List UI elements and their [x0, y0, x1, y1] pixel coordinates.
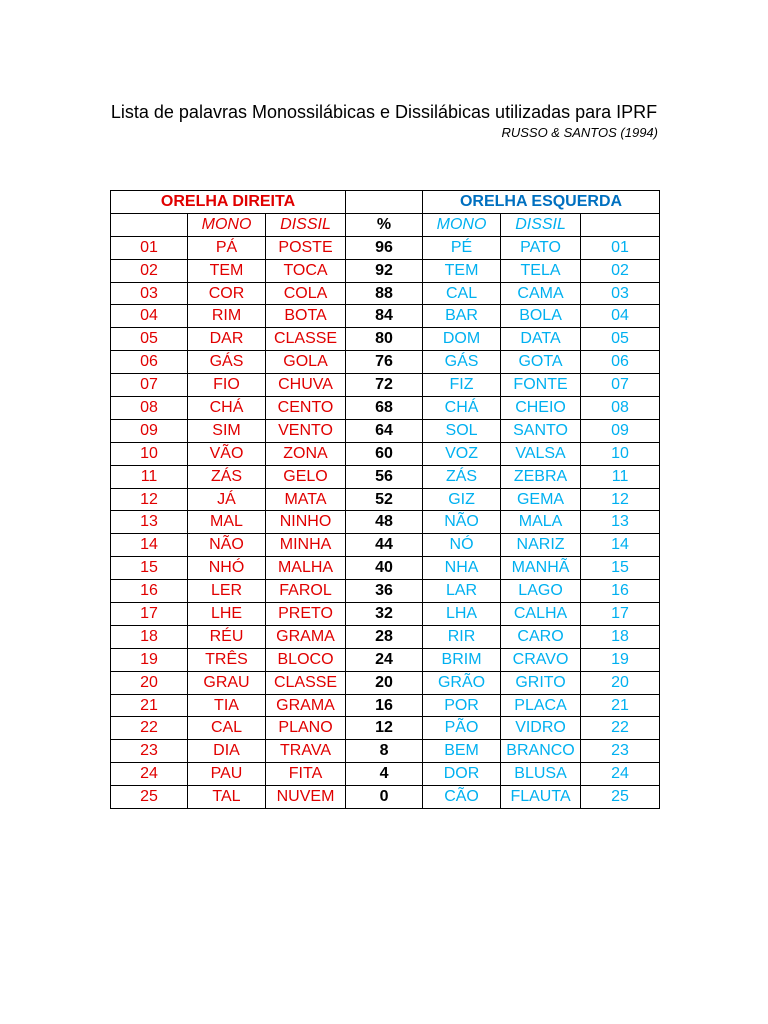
table-row: [111, 557, 660, 580]
percent-header: %: [346, 213, 423, 236]
right-dissil-cell: BOTA: [266, 305, 346, 328]
left-mono-cell: DOR: [423, 763, 501, 786]
left-number-cell: 12: [581, 488, 660, 511]
right-number-cell: 14: [111, 534, 188, 557]
table-row: [111, 419, 660, 442]
table-row: [111, 442, 660, 465]
percent-cell: 12: [346, 717, 423, 740]
document-title: Lista de palavras Monossilábicas e Dissilábicas utilizadas para IPRF: [110, 102, 658, 122]
right-mono-cell: RÉU: [188, 625, 266, 648]
left-dissil-cell: BRANCO: [501, 740, 581, 763]
left-ear-header: ORELHA ESQUERDA: [423, 191, 660, 214]
right-number-cell: 13: [111, 511, 188, 534]
table-row: [111, 488, 660, 511]
right-dissil-cell: NUVEM: [266, 786, 346, 809]
left-mono-cell: SOL: [423, 419, 501, 442]
right-mono-cell: NÃO: [188, 534, 266, 557]
left-dissil-header: DISSIL: [501, 213, 581, 236]
percent-cell: 76: [346, 351, 423, 374]
percent-cell: 72: [346, 374, 423, 397]
right-number-cell: 10: [111, 442, 188, 465]
left-number-cell: 10: [581, 442, 660, 465]
right-number-cell: 22: [111, 717, 188, 740]
percent-cell: 96: [346, 236, 423, 259]
left-mono-cell: RIR: [423, 625, 501, 648]
table-row: [111, 511, 660, 534]
left-number-cell: 08: [581, 397, 660, 420]
right-mono-cell: TRÊS: [188, 648, 266, 671]
left-mono-cell: CAL: [423, 282, 501, 305]
left-number-cell: 09: [581, 419, 660, 442]
right-dissil-cell: GOLA: [266, 351, 346, 374]
left-number-cell: 22: [581, 717, 660, 740]
left-number-cell: 07: [581, 374, 660, 397]
header-row-ears: [111, 191, 660, 214]
left-mono-cell: LHA: [423, 603, 501, 626]
right-number-cell: 04: [111, 305, 188, 328]
right-number-cell: 15: [111, 557, 188, 580]
table-row: [111, 259, 660, 282]
left-mono-cell: NHA: [423, 557, 501, 580]
left-number-cell: 15: [581, 557, 660, 580]
left-mono-cell: DOM: [423, 328, 501, 351]
table-row: [111, 625, 660, 648]
left-dissil-cell: BOLA: [501, 305, 581, 328]
right-number-cell: 01: [111, 236, 188, 259]
empty-header-cell: [346, 191, 423, 214]
left-mono-cell: BRIM: [423, 648, 501, 671]
percent-cell: 88: [346, 282, 423, 305]
left-dissil-cell: MALA: [501, 511, 581, 534]
right-mono-cell: SIM: [188, 419, 266, 442]
left-dissil-cell: SANTO: [501, 419, 581, 442]
left-number-cell: 03: [581, 282, 660, 305]
right-mono-cell: CAL: [188, 717, 266, 740]
left-number-cell: 25: [581, 786, 660, 809]
right-dissil-cell: GRAMA: [266, 625, 346, 648]
right-dissil-header: DISSIL: [266, 213, 346, 236]
table-row: [111, 328, 660, 351]
left-dissil-cell: CARO: [501, 625, 581, 648]
table-row: [111, 740, 660, 763]
table-row: [111, 374, 660, 397]
right-dissil-cell: PLANO: [266, 717, 346, 740]
right-number-cell: 03: [111, 282, 188, 305]
left-mono-cell: PÃO: [423, 717, 501, 740]
percent-cell: 24: [346, 648, 423, 671]
empty-header-cell: [111, 213, 188, 236]
left-mono-cell: BAR: [423, 305, 501, 328]
right-dissil-cell: COLA: [266, 282, 346, 305]
right-mono-cell: FIO: [188, 374, 266, 397]
right-dissil-cell: FITA: [266, 763, 346, 786]
right-mono-cell: GÁS: [188, 351, 266, 374]
right-mono-cell: CHÁ: [188, 397, 266, 420]
table-row: [111, 305, 660, 328]
percent-cell: 52: [346, 488, 423, 511]
left-mono-cell: GÁS: [423, 351, 501, 374]
table-row: [111, 236, 660, 259]
left-mono-cell: POR: [423, 694, 501, 717]
left-dissil-cell: ZEBRA: [501, 465, 581, 488]
right-number-cell: 25: [111, 786, 188, 809]
left-dissil-cell: VIDRO: [501, 717, 581, 740]
right-mono-cell: TEM: [188, 259, 266, 282]
left-mono-cell: CÃO: [423, 786, 501, 809]
percent-cell: 8: [346, 740, 423, 763]
header-row-columns: [111, 213, 660, 236]
left-dissil-cell: CALHA: [501, 603, 581, 626]
left-number-cell: 21: [581, 694, 660, 717]
left-mono-cell: GRÃO: [423, 671, 501, 694]
table-row: [111, 603, 660, 626]
left-dissil-cell: TELA: [501, 259, 581, 282]
left-mono-cell: BEM: [423, 740, 501, 763]
left-number-cell: 02: [581, 259, 660, 282]
left-dissil-cell: DATA: [501, 328, 581, 351]
table-row: [111, 694, 660, 717]
right-dissil-cell: BLOCO: [266, 648, 346, 671]
left-dissil-cell: GRITO: [501, 671, 581, 694]
left-dissil-cell: PLACA: [501, 694, 581, 717]
percent-cell: 48: [346, 511, 423, 534]
percent-cell: 4: [346, 763, 423, 786]
left-dissil-cell: CHEIO: [501, 397, 581, 420]
table-row: [111, 580, 660, 603]
table-row: [111, 282, 660, 305]
right-dissil-cell: FAROL: [266, 580, 346, 603]
right-mono-cell: ZÁS: [188, 465, 266, 488]
left-mono-cell: FIZ: [423, 374, 501, 397]
left-mono-cell: TEM: [423, 259, 501, 282]
percent-cell: 60: [346, 442, 423, 465]
right-mono-cell: DAR: [188, 328, 266, 351]
table-row: [111, 671, 660, 694]
right-mono-cell: PÁ: [188, 236, 266, 259]
right-mono-cell: NHÓ: [188, 557, 266, 580]
percent-cell: 20: [346, 671, 423, 694]
percent-cell: 40: [346, 557, 423, 580]
left-mono-cell: ZÁS: [423, 465, 501, 488]
left-number-cell: 16: [581, 580, 660, 603]
percent-cell: 44: [346, 534, 423, 557]
left-number-cell: 04: [581, 305, 660, 328]
table-row: [111, 351, 660, 374]
left-number-cell: 13: [581, 511, 660, 534]
table-row: [111, 534, 660, 557]
right-number-cell: 12: [111, 488, 188, 511]
left-dissil-cell: GEMA: [501, 488, 581, 511]
right-dissil-cell: PRETO: [266, 603, 346, 626]
right-number-cell: 07: [111, 374, 188, 397]
percent-cell: 28: [346, 625, 423, 648]
left-mono-cell: CHÁ: [423, 397, 501, 420]
right-dissil-cell: NINHO: [266, 511, 346, 534]
percent-cell: 56: [346, 465, 423, 488]
right-number-cell: 09: [111, 419, 188, 442]
left-dissil-cell: LAGO: [501, 580, 581, 603]
right-ear-header: ORELHA DIREITA: [111, 191, 346, 214]
right-mono-cell: PAU: [188, 763, 266, 786]
right-dissil-cell: CHUVA: [266, 374, 346, 397]
left-number-cell: 19: [581, 648, 660, 671]
word-list-table: [110, 190, 660, 809]
right-mono-cell: COR: [188, 282, 266, 305]
left-dissil-cell: CAMA: [501, 282, 581, 305]
left-dissil-cell: GOTA: [501, 351, 581, 374]
percent-cell: 80: [346, 328, 423, 351]
right-mono-cell: LHE: [188, 603, 266, 626]
right-number-cell: 19: [111, 648, 188, 671]
percent-cell: 32: [346, 603, 423, 626]
percent-cell: 0: [346, 786, 423, 809]
left-dissil-cell: CRAVO: [501, 648, 581, 671]
left-number-cell: 14: [581, 534, 660, 557]
left-number-cell: 23: [581, 740, 660, 763]
right-dissil-cell: MINHA: [266, 534, 346, 557]
left-number-cell: 06: [581, 351, 660, 374]
table-row: [111, 786, 660, 809]
left-number-cell: 20: [581, 671, 660, 694]
right-number-cell: 23: [111, 740, 188, 763]
right-number-cell: 08: [111, 397, 188, 420]
left-mono-cell: PÉ: [423, 236, 501, 259]
right-number-cell: 17: [111, 603, 188, 626]
left-mono-cell: NÃO: [423, 511, 501, 534]
left-dissil-cell: NARIZ: [501, 534, 581, 557]
right-dissil-cell: MALHA: [266, 557, 346, 580]
left-dissil-cell: FONTE: [501, 374, 581, 397]
percent-cell: 16: [346, 694, 423, 717]
left-number-cell: 18: [581, 625, 660, 648]
right-dissil-cell: CENTO: [266, 397, 346, 420]
empty-header-cell: [581, 213, 660, 236]
right-number-cell: 16: [111, 580, 188, 603]
right-mono-header: MONO: [188, 213, 266, 236]
right-number-cell: 02: [111, 259, 188, 282]
table-row: [111, 717, 660, 740]
left-dissil-cell: FLAUTA: [501, 786, 581, 809]
left-mono-cell: GIZ: [423, 488, 501, 511]
table-row: [111, 763, 660, 786]
right-dissil-cell: MATA: [266, 488, 346, 511]
right-mono-cell: GRAU: [188, 671, 266, 694]
right-dissil-cell: ZONA: [266, 442, 346, 465]
right-dissil-cell: GRAMA: [266, 694, 346, 717]
right-dissil-cell: GELO: [266, 465, 346, 488]
right-mono-cell: TIA: [188, 694, 266, 717]
table-row: [111, 648, 660, 671]
left-mono-cell: NÓ: [423, 534, 501, 557]
document-citation: RUSSO & SANTOS (1994): [501, 125, 658, 140]
right-mono-cell: LER: [188, 580, 266, 603]
left-number-cell: 11: [581, 465, 660, 488]
right-dissil-cell: POSTE: [266, 236, 346, 259]
right-number-cell: 21: [111, 694, 188, 717]
right-dissil-cell: CLASSE: [266, 671, 346, 694]
left-dissil-cell: PATO: [501, 236, 581, 259]
right-number-cell: 24: [111, 763, 188, 786]
right-mono-cell: VÃO: [188, 442, 266, 465]
percent-cell: 92: [346, 259, 423, 282]
left-dissil-cell: VALSA: [501, 442, 581, 465]
left-mono-cell: VOZ: [423, 442, 501, 465]
right-dissil-cell: VENTO: [266, 419, 346, 442]
right-mono-cell: TAL: [188, 786, 266, 809]
right-mono-cell: RIM: [188, 305, 266, 328]
left-mono-header: MONO: [423, 213, 501, 236]
left-dissil-cell: MANHÃ: [501, 557, 581, 580]
right-mono-cell: JÁ: [188, 488, 266, 511]
percent-cell: 36: [346, 580, 423, 603]
right-mono-cell: DIA: [188, 740, 266, 763]
table-row: [111, 397, 660, 420]
left-dissil-cell: BLUSA: [501, 763, 581, 786]
left-number-cell: 17: [581, 603, 660, 626]
right-dissil-cell: TRAVA: [266, 740, 346, 763]
percent-cell: 64: [346, 419, 423, 442]
table-row: [111, 465, 660, 488]
right-number-cell: 11: [111, 465, 188, 488]
right-number-cell: 05: [111, 328, 188, 351]
left-mono-cell: LAR: [423, 580, 501, 603]
right-dissil-cell: TOCA: [266, 259, 346, 282]
right-mono-cell: MAL: [188, 511, 266, 534]
right-number-cell: 20: [111, 671, 188, 694]
left-number-cell: 01: [581, 236, 660, 259]
left-number-cell: 24: [581, 763, 660, 786]
right-dissil-cell: CLASSE: [266, 328, 346, 351]
right-number-cell: 18: [111, 625, 188, 648]
right-number-cell: 06: [111, 351, 188, 374]
percent-cell: 84: [346, 305, 423, 328]
left-number-cell: 05: [581, 328, 660, 351]
percent-cell: 68: [346, 397, 423, 420]
